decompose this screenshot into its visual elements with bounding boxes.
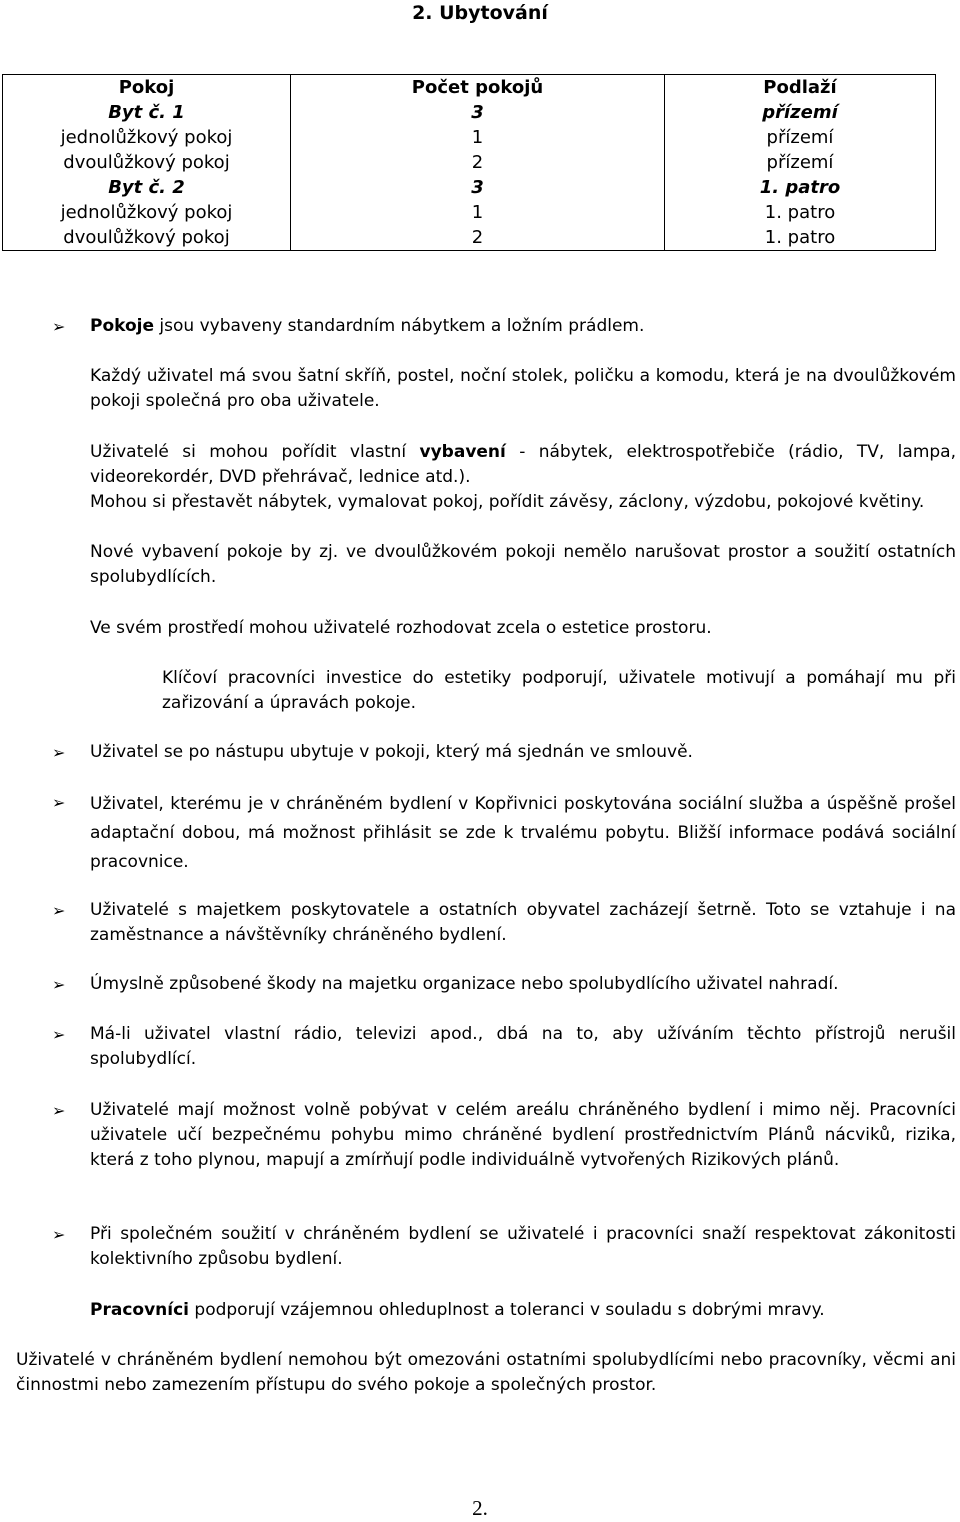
cell-room: dvoulůžkový pokoj <box>3 150 291 175</box>
cell-count: 2 <box>291 225 665 251</box>
cell-floor: 1. patro <box>665 200 936 225</box>
table-row <box>3 200 936 225</box>
bullet-arrow-icon: ➢ <box>52 1025 66 1044</box>
cell-floor: přízemí <box>665 150 936 175</box>
bullet-permanent-stay: Uživatel, kterému je v chráněném bydlení v Kopřivnici poskytována sociální služba a úspěšně prošel adaptační dobou, má možnost přihlásit se zde k trvalému pobytu. Bližší informace podává sociální pracovnice. <box>90 794 956 872</box>
table-row <box>3 100 936 125</box>
cell-room: Byt č. 2 <box>3 175 291 200</box>
header-count: Počet pokojů <box>291 75 665 101</box>
cell-count: 1 <box>291 200 665 225</box>
paragraph-restrictions: Uživatelé v chráněném bydlení nemohou být omezováni ostatními spolubydlícími nebo pracovníky, věcmi ani činnostmi nebo zamezením přístupu do svého pokoje a společných prostor. <box>16 1350 956 1395</box>
bullet-property-care: Uživatelé s majetkem poskytovatele a ostatních obyvatel zacházejí šetrně. Toto se vztahuje i na zaměstnance a návštěvníky chráněného bydlení. <box>90 900 956 945</box>
paragraph-text: podporují vzájemnou ohleduplnost a toleranci v souladu s dobrými mravy. <box>189 1300 825 1320</box>
bullet-arrow-icon: ➢ <box>52 317 66 336</box>
bullet-arrow-icon: ➢ <box>52 793 66 812</box>
paragraph-aesthetics: Ve svém prostředí mohou uživatelé rozhodovat zcela o estetice prostoru. <box>90 618 712 638</box>
bullet-damages: Úmyslně způsobené škody na majetku organizace nebo spolubydlícího uživatel nahradí. <box>90 974 839 994</box>
table-row <box>3 125 936 150</box>
paragraph-bold-term: vybavení <box>419 442 506 462</box>
paragraph-furniture: Každý uživatel má svou šatní skříň, postel, noční stolek, poličku a komodu, která je na dvoulůžkovém pokoji společná pro oba uživatele. <box>90 366 956 411</box>
cell-count: 3 <box>291 175 665 200</box>
bullet-arrow-icon: ➢ <box>52 1101 66 1120</box>
bullet-coexistence: Při společném soužití v chráněném bydlení se uživatelé i pracovníci snaží respektovat zákonitosti kolektivního způsobu bydlení. <box>90 1224 956 1269</box>
section-heading: 2. Ubytování <box>412 2 548 24</box>
paragraph-own-equipment <box>90 440 956 490</box>
cell-floor: přízemí <box>665 125 936 150</box>
paragraph-key-workers: Klíčoví pracovníci investice do estetiky podporují, uživatele motivují a pomáhají mu při zařizování a úpravách pokoje. <box>162 668 956 713</box>
table-row <box>3 175 936 200</box>
paragraph-text: Uživatelé si mohou pořídit vlastní <box>90 442 420 462</box>
bullet-move-in: Uživatel se po nástupu ubytuje v pokoji, který má sjednán ve smlouvě. <box>90 742 693 762</box>
rooms-table <box>2 74 936 251</box>
table-row <box>3 225 936 251</box>
paragraph-workers-support <box>90 1298 956 1323</box>
paragraph-text: jsou vybaveny standardním nábytkem a ložním prádlem. <box>154 316 645 336</box>
header-room: Pokoj <box>3 75 291 101</box>
bullet-arrow-icon: ➢ <box>52 975 66 994</box>
paragraph-new-equipment: Nové vybavení pokoje by zj. ve dvoulůžkovém pokoji nemělo narušovat prostor a soužití ostatních spolubydlících. <box>90 542 956 587</box>
bullet-arrow-icon: ➢ <box>52 901 66 920</box>
page-number: 2. <box>472 1496 488 1520</box>
cell-count: 2 <box>291 150 665 175</box>
cell-floor: 1. patro <box>665 225 936 251</box>
cell-room: jednolůžkový pokoj <box>3 125 291 150</box>
cell-room: jednolůžkový pokoj <box>3 200 291 225</box>
paragraph-rearrange: Mohou si přestavět nábytek, vymalovat pokoj, pořídit závěsy, záclony, výzdobu, pokojové květiny. <box>90 492 925 512</box>
bullet-devices: Má-li uživatel vlastní rádio, televizi apod., dbá na to, aby užíváním těchto přístrojů nerušil spolubydlící. <box>90 1024 956 1069</box>
cell-room: dvoulůžkový pokoj <box>3 225 291 251</box>
cell-floor: přízemí <box>665 100 936 125</box>
cell-count: 1 <box>291 125 665 150</box>
paragraph-rooms-equipment <box>90 314 956 339</box>
paragraph-bold-term: Pracovníci <box>90 1300 189 1320</box>
bullet-arrow-icon: ➢ <box>52 1225 66 1244</box>
paragraph-text: - nábytek, elektrospotřebiče (rádio, TV, lampa, videorekordér, DVD přehrávač, lednice atd.). <box>90 442 956 487</box>
table-row <box>3 150 936 175</box>
cell-count: 3 <box>291 100 665 125</box>
cell-room: Byt č. 1 <box>3 100 291 125</box>
bullet-movement: Uživatelé mají možnost volně pobývat v celém areálu chráněného bydlení i mimo něj. Pracovníci uživatele učí bezpečnému pohybu mimo chráněné bydlení prostřednictvím Plánů nácviků, rizika, která z toho plynou, mapují a zmírňují podle individuálně vytvořených Rizikových plánů. <box>90 1100 956 1170</box>
cell-floor: 1. patro <box>665 175 936 200</box>
header-floor: Podlaží <box>665 75 936 101</box>
table-header-row <box>3 75 936 101</box>
paragraph-bold-term: Pokoje <box>90 316 155 336</box>
bullet-arrow-icon: ➢ <box>52 743 66 762</box>
